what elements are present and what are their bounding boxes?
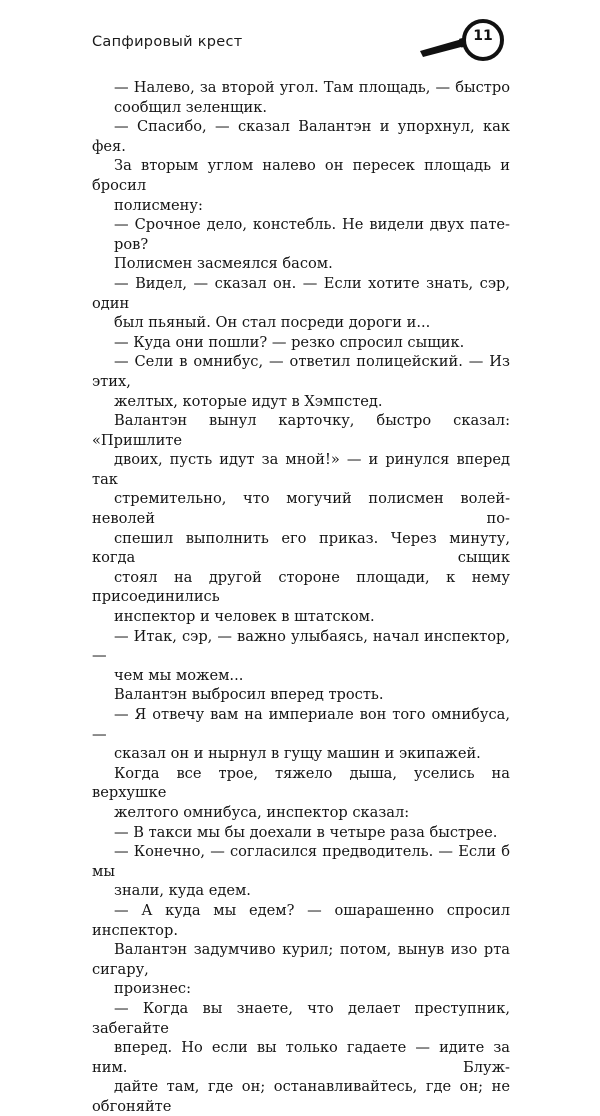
text-line: знали, куда едем.: [114, 882, 251, 900]
paragraph: [92, 117, 510, 215]
text-line: двоих, пусть идут за мной!» — и ринулся вперед так: [92, 451, 510, 488]
text-line: Когда все трое, тяжело дыша, уселись на верхушке: [92, 764, 510, 802]
text-line: — А куда мы едем? — ошарашенно спросил инспектор.: [92, 901, 510, 939]
text-line: — Налево, за второй угол. Там площадь, — быстро: [114, 79, 510, 96]
text-line: — Куда они пошли? — резко спросил сыщик.: [114, 333, 465, 351]
text-line: вперед. Но если вы только гадаете — идите за ним. Блуж-: [92, 1039, 510, 1076]
paragraph: [92, 78, 510, 117]
text-line: Полисмен засмеялся басом.: [114, 255, 333, 273]
paragraph: [92, 352, 510, 411]
text-line: дайте там, где он; останавливайтесь, где он; не обгоняйте: [92, 1078, 510, 1115]
text-line: инспектор и человек в штатском.: [114, 608, 375, 626]
paragraph: [92, 764, 510, 823]
paragraph: [92, 999, 510, 1116]
text-line: желтого омнибуса, инспектор сказал:: [114, 803, 410, 821]
text-line: был пьяный. Он стал посреди дороги и...: [114, 314, 431, 332]
body-text: [92, 78, 510, 1116]
page-number: 11: [473, 28, 493, 44]
text-line: — В такси мы бы доехали в четыре раза быстрее.: [114, 823, 498, 841]
paragraph: [92, 685, 510, 705]
text-line: произнес:: [114, 980, 191, 998]
text-line: — Я отвечу вам на империале вон того омнибуса, —: [92, 706, 510, 743]
paragraph: [92, 215, 510, 254]
paragraph: [92, 627, 510, 686]
text-line: желтых, которые идут в Хэмпстед.: [114, 392, 383, 410]
paragraph: [92, 842, 510, 901]
text-line: Валантэн выбросил вперед трость.: [114, 686, 384, 704]
running-title: Сапфировый крест: [92, 34, 243, 50]
text-line: — Сели в омнибус, — ответил полицейский. — Из этих,: [92, 353, 510, 390]
paragraph: [92, 274, 510, 333]
text-line: ров?: [114, 235, 149, 253]
text-line: полисмену:: [114, 196, 203, 214]
text-line: — Срочное дело, констебль. Не видели двух пате-: [114, 216, 510, 234]
text-line: Валантэн задумчиво курил; потом, вынув изо рта сигару,: [92, 941, 510, 978]
text-line: За вторым углом налево он пересек площадь и бросил: [92, 157, 510, 194]
text-line: сказал он и нырнул в гущу машин и экипажей.: [114, 745, 481, 763]
text-line: — Итак, сэр, — важно улыбаясь, начал инспектор, —: [92, 627, 510, 665]
text-line: — Спасибо, — сказал Валантэн и упорхнул, как фея.: [92, 118, 510, 155]
text-line: стремительно, что могучий полисмен волей-неволей по-: [92, 490, 510, 528]
text-line: сообщил зеленщик.: [114, 98, 268, 116]
paragraph: [92, 254, 510, 274]
paragraph: [92, 823, 510, 843]
paragraph: [92, 901, 510, 999]
text-line: — Видел, — сказал он. — Если хотите знать, сэр, один: [92, 274, 510, 312]
text-line: чем мы можем...: [114, 666, 244, 684]
text-line: спешил выполнить его приказ. Через минуту, когда сыщик: [92, 529, 510, 567]
paragraph: [92, 411, 510, 627]
text-line: стоял на другой стороне площади, к нему присоединились: [92, 568, 510, 606]
text-line: — Конечно, — согласился предводитель. — Если б мы: [92, 843, 510, 880]
paragraph: [92, 705, 510, 764]
text-line: — Когда вы знаете, что делает преступник, забегайте: [92, 999, 510, 1037]
text-line: Валантэн вынул карточку, быстро сказал: «Пришлите: [92, 412, 510, 449]
paragraph: [92, 333, 510, 353]
